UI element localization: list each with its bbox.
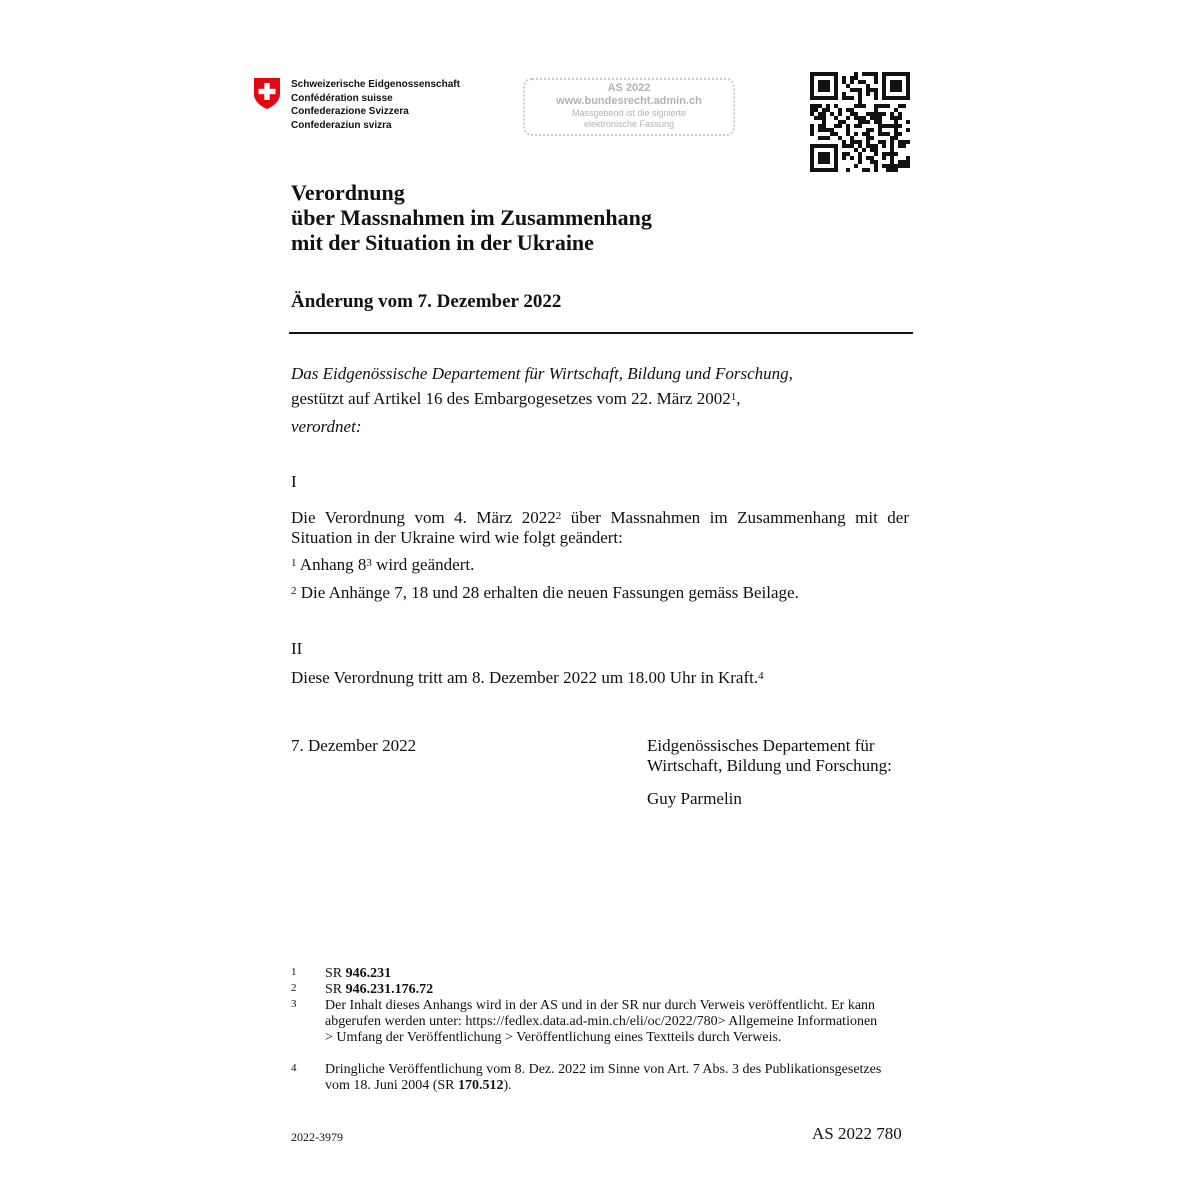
preamble-authority: Das Eidgenössische Departement für Wirtschaft, Bildung und Forschung,: [291, 364, 793, 383]
title-line-2: über Massnahmen im Zusammenhang: [291, 205, 652, 230]
stamp-url: www.bundesrecht.admin.ch: [556, 95, 702, 107]
section-2-heading: II: [291, 639, 303, 658]
footnote-text: Der Inhalt dieses Anhangs wird in der AS und in der SR nur durch Verweis veröffentlicht. Er kann abgerufen werden unter: https://fedlex.data.ad-min.ch/eli/oc/2022/780> Allgemeine Informationen > Umfang der Veröffentlichung > Veröffentlichung eines Textteils durch Verweis.: [325, 998, 878, 1045]
federation-name-rm: Confederaziun svizra: [291, 119, 392, 131]
footnote-prefix: SR: [325, 982, 346, 997]
federation-names: [291, 78, 460, 132]
footnote-number: 3: [291, 998, 297, 1010]
federation-name-fr: Confédération suisse: [291, 92, 393, 104]
preamble-decree: verordnet:: [291, 417, 362, 436]
footnote-number: 1: [291, 966, 297, 978]
federation-name-de: Schweizerische Eidgenossenschaft: [291, 79, 460, 90]
para-2-text: Die Anhänge 7, 18 und 28 erhalten die neuen Fassungen gemäss Beilage.: [296, 583, 799, 602]
para-1-text-b: wird geändert.: [371, 555, 475, 574]
section-2-text: [291, 668, 764, 688]
official-collection-reference: AS 2022 780: [812, 1124, 902, 1143]
swiss-cross-emblem-icon: [252, 76, 282, 110]
title-line-1: Verordnung: [291, 180, 405, 205]
section-1-heading: I: [291, 472, 297, 491]
qr-code-icon: [810, 72, 910, 172]
preamble-basis-end: ,: [736, 389, 741, 408]
footnote-2: [291, 982, 891, 998]
footnote-4: [291, 1062, 891, 1094]
amendment-date: Änderung vom 7. Dezember 2022: [291, 291, 562, 312]
footnote-ref-4[interactable]: 4: [758, 670, 764, 682]
sr-number: 946.231.176.72: [345, 982, 434, 997]
preamble-basis-text: gestützt auf Artikel 16 des Embargogesetzes vom 22. März 2002: [291, 389, 731, 408]
section-1-intro: [291, 508, 909, 548]
footnote-text-b: ).: [503, 1078, 512, 1093]
section-1-para-1: [291, 555, 474, 575]
footnote-1: [291, 966, 891, 982]
document-title: [291, 180, 652, 255]
footnote-text: [325, 966, 895, 982]
federation-name-it: Confederazione Svizzera: [291, 106, 409, 117]
stamp-line-4: elektronische Fassung: [583, 119, 675, 129]
sr-number: 170.512: [458, 1078, 504, 1093]
signatory-name: Guy Parmelin: [647, 789, 742, 808]
footnote-ref-3[interactable]: 3: [366, 557, 372, 569]
document-number: 2022-3979: [291, 1130, 343, 1144]
stamp-line-3: Massgebend ist die signierte: [571, 108, 687, 118]
para-1-text-a: Anhang 8: [296, 555, 367, 574]
para-number-1: 1: [291, 557, 297, 569]
signature-department: [647, 736, 892, 776]
preamble-basis: [291, 389, 740, 409]
title-line-3: mit der Situation in der Ukraine: [291, 230, 594, 255]
para-number-2: 2: [291, 585, 297, 597]
footnote-3: [291, 998, 891, 1062]
footnote-number: 2: [291, 982, 297, 994]
stamp-line-1: AS 2022: [607, 82, 651, 94]
section-2-sentence: Diese Verordnung tritt am 8. Dezember 2022 um 18.00 Uhr in Kraft.: [291, 668, 759, 687]
signature-date: 7. Dezember 2022: [291, 736, 417, 755]
footnote-text-a: Dringliche Veröffentlichung vom 8. Dez. 2022 im Sinne von Art. 7 Abs. 3 des Publikationsgesetzes vom 18. Juni 2004 (SR: [325, 1062, 882, 1093]
section-1-intro-a: Die Verordnung vom 4. März 2022: [291, 508, 556, 527]
footnote-number: 4: [291, 1062, 297, 1074]
footnote-ref-1[interactable]: 1: [730, 391, 737, 403]
sr-number: 946.231: [345, 966, 392, 981]
department-line-2: Wirtschaft, Bildung und Forschung:: [647, 756, 892, 775]
section-1-intro-b: über Massnahmen im Zusammenhang mit der Situation in der Ukraine wird wie folgt geändert:: [291, 508, 909, 547]
department-line-1: Eidgenössisches Departement für: [647, 736, 875, 755]
footnote-text: [325, 1062, 895, 1094]
title-divider: [289, 332, 913, 334]
section-1-para-2: [291, 583, 799, 603]
footnote-text: [325, 982, 895, 998]
footnote-ref-2[interactable]: 2: [555, 510, 562, 522]
footnote-prefix: SR: [325, 966, 346, 981]
publication-stamp: [523, 78, 735, 136]
